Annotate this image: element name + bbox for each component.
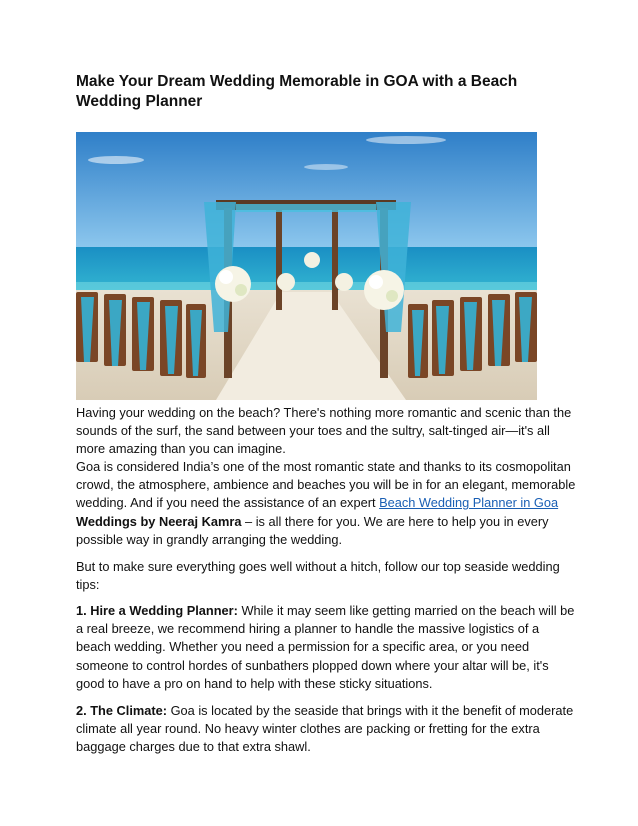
tip-2-paragraph xyxy=(76,702,576,757)
beach-wedding-photo xyxy=(76,132,537,400)
goa-paragraph xyxy=(76,458,576,549)
tip-2-body: Goa is located by the seaside that brings with it the benefit of moderate climate all year round. No heavy winter clothes are packing or fretting for the extra baggage charges due to that extra shawl. xyxy=(76,703,574,755)
page-title: Make Your Dream Wedding Memorable in GOA with a Beach Wedding Planner xyxy=(76,73,518,110)
company-name: Weddings by Neeraj Kamra xyxy=(76,513,242,529)
intro-paragraph: Having your wedding on the beach? There's nothing more romantic and scenic than the sounds of the surf, the sand between your toes and the sultry, salt-tinged air—it's all more amazing than you can imagine. xyxy=(76,405,572,457)
tip-2-heading: 2. The Climate: xyxy=(76,703,168,718)
tips-intro-paragraph: But to make sure everything goes well without a hitch, follow our top seaside wedding tips: xyxy=(76,559,560,593)
goa-paragraph-text-a: Goa is considered India’s one of the most romantic state and thanks to its cosmopolitan crowd, the atmosphere, ambience and beaches you will be in for an elegant, memorable wedding. And if you need the assistance of an expert xyxy=(76,459,576,511)
beach-wedding-planner-link[interactable]: Beach Wedding Planner in Goa xyxy=(379,495,559,511)
tip-1-body: While it may seem like getting married on the beach will be a real breeze, we recommend hiring a planner to handle the massive logistics of a beach wedding. Whether you need a permission for a specific area, or you need someone to control hordes of sunbathers plopped down where your altar will be, it's good to have a pro on hand to help with these sticky situations. xyxy=(76,603,575,691)
tip-1-paragraph xyxy=(76,602,576,693)
tip-1-heading: 1. Hire a Wedding Planner: xyxy=(76,603,238,618)
goa-paragraph-text-b: – is all there for you. We are here to help you in every possible way in grandly arranging the wedding. xyxy=(76,513,549,547)
